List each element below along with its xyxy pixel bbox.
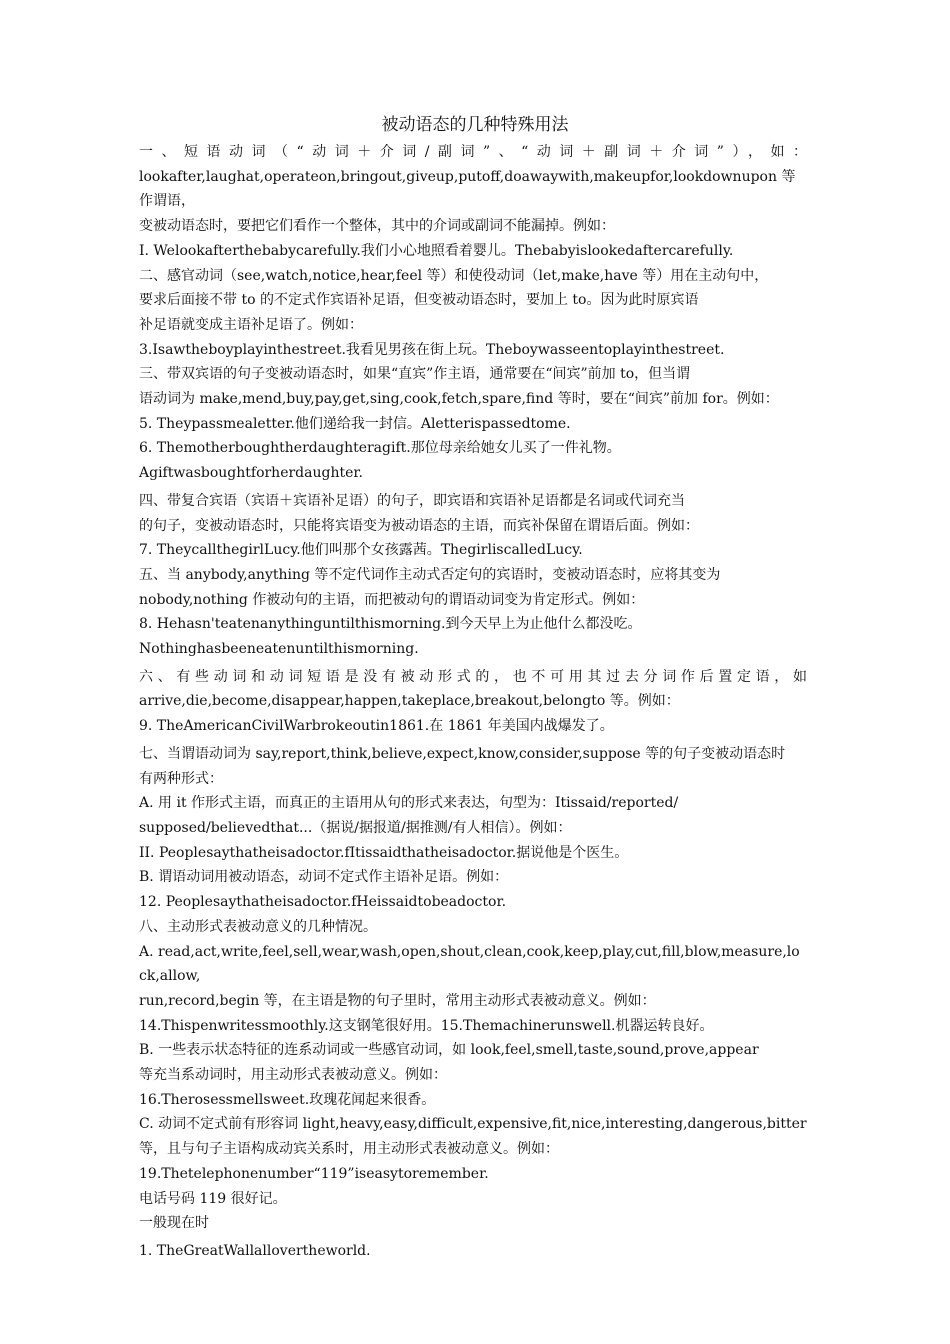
- text-line: arrive,die,become,disappear,happen,takeplace,breakout,belongto 等。例如：: [139, 693, 680, 710]
- text-line: 要求后面接不带 to 的不定式作宾语补足语，但变被动语态时，要加上 to。因为此时原宾语: [139, 292, 699, 309]
- text-line: A. read,act,write,feel,sell,wear,wash,open,shout,clean,cook,keep,play,cut,fill,blow,measure,lock,allow,: [139, 943, 800, 985]
- text-line: 有两种形式：: [139, 770, 223, 787]
- text-line: 变被动语态时，要把它们看作一个整体，其中的介词或副词不能漏掉。例如：: [139, 218, 615, 235]
- text-line: B. 一些表示状态特征的连系动词或一些感官动词，如 look,feel,smell,taste,sound,prove,appear: [139, 1042, 759, 1059]
- document-body: [139, 140, 807, 1264]
- text-line: 7. TheycallthegirlLucy.他们叫那个女孩露茜。ThegirliscalledLucy.: [139, 542, 583, 559]
- text-line: nobody,nothing 作被动句的主语，而把被动句的谓语动词变为肯定形式。例如：: [139, 591, 645, 608]
- text-line: 电话号码 119 很好记。: [139, 1190, 287, 1207]
- text-line: 三、带双宾语的句子变被动语态时，如果“直宾”作主语，通常要在“间宾”前加 to，但当谓: [139, 366, 691, 383]
- text-line: 五、当 anybody,anything 等不定代词作主动式否定句的宾语时，变被动语态时，应将其变为: [139, 566, 721, 583]
- text-line: 5. Theypassmealetter.他们递给我一封信。Aletterispassedtome.: [139, 415, 571, 432]
- text-line: 七、当谓语动词为 say,report,think,believe,expect,know,consider,suppose 等的句子变被动语态时: [139, 745, 786, 762]
- document-title: 被动语态的几种特殊用法: [381, 115, 569, 135]
- text-line: Nothinghasbeeneatenuntilthismorning.: [139, 641, 419, 658]
- text-line: Agiftwasboughtforherdaughter.: [139, 465, 363, 482]
- text-line: 9. TheAmericanCivilWarbrokeoutin1861.在 1861 年美国内战爆发了。: [139, 718, 614, 735]
- text-line: A. 用 it 作形式主语，而真正的主语用从句的形式来表达，句型为：Itissaid/reported/: [139, 795, 679, 812]
- text-line: 的句子，变被动语态时，只能将宾语变为被动语态的主语，而宾补保留在谓语后面。例如：: [139, 517, 699, 534]
- text-line: 四、带复合宾语（宾语＋宾语补足语）的句子，即宾语和宾语补足语都是名词或代词充当: [139, 492, 685, 509]
- text-line: 8. Hehasn'teatenanythinguntilthismorning.到今天早上为止他什么都没吃。: [139, 616, 642, 633]
- text-line: 等，且与句子主语构成动宾关系时，用主动形式表被动意义。例如：: [139, 1141, 559, 1158]
- text-line: 一般现在时: [139, 1215, 209, 1232]
- text-line: 一、短语动词（“动词＋介词/副词”、“动词＋副词＋介词”），如：: [139, 144, 807, 160]
- text-line: supposed/believedthat...（据说/据报道/据推测/有人相信）。例如：: [139, 819, 572, 836]
- text-line: 八、主动形式表被动意义的几种情况。: [139, 918, 377, 935]
- text-line: lookafter,laughat,operateon,bringout,giveup,putoff,doawaywith,makeupfor,lookdownupon 等作谓语，: [139, 168, 796, 210]
- text-line: B. 谓语动词用被动语态，动词不定式作主语补足语。例如：: [139, 869, 509, 886]
- text-line: II. Peoplesaythatheisadoctor.fItissaidthatheisadoctor.据说他是个医生。: [139, 844, 629, 861]
- text-line: 14.Thispenwritessmoothly.这支钢笔很好用。15.Themachinerunswell.机器运转良好。: [139, 1017, 714, 1034]
- text-line: 等充当系动词时，用主动形式表被动意义。例如：: [139, 1067, 447, 1084]
- text-line: 六、有些动词和动词短语是没有被动形式的，也不可用其过去分词作后置定语，如: [139, 668, 807, 685]
- text-line: 二、感官动词（see,watch,notice,hear,feel 等）和使役动词（let,make,have 等）用在主动句中，: [139, 267, 769, 284]
- text-line: I. Welookafterthebabycarefully.我们小心地照看着婴儿。Thebabyislookedaftercarefully.: [139, 242, 734, 259]
- text-line: 19.Thetelephonenumber“119”iseasytoremember.: [139, 1165, 489, 1182]
- text-line: 语动词为 make,mend,buy,pay,get,sing,cook,fetch,spare,find 等时，要在“间宾”前加 for。例如：: [139, 391, 779, 408]
- text-line: C. 动词不定式前有形容词 light,heavy,easy,difficult,expensive,fit,nice,interesting,dangerous,bitter: [139, 1116, 807, 1133]
- text-line: 16.Therosessmellsweet.玫瑰花闻起来很香。: [139, 1091, 436, 1108]
- text-line: 补足语就变成主语补足语了。例如：: [139, 316, 363, 333]
- text-line: 3.Isawtheboyplayinthestreet.我看见男孩在街上玩。Theboywasseentoplayinthestreet.: [139, 341, 725, 358]
- text-line: run,record,begin 等，在主语是物的句子里时，常用主动形式表被动意义。例如：: [139, 992, 656, 1009]
- text-line: 6. Themotherboughtherdaughteragift.那位母亲给她女儿买了一件礼物。: [139, 440, 621, 457]
- text-line: 1. TheGreatWallallovertheworld.: [139, 1242, 371, 1259]
- text-line: 12. Peoplesaythatheisadoctor.fHeissaidtobeadoctor.: [139, 894, 507, 911]
